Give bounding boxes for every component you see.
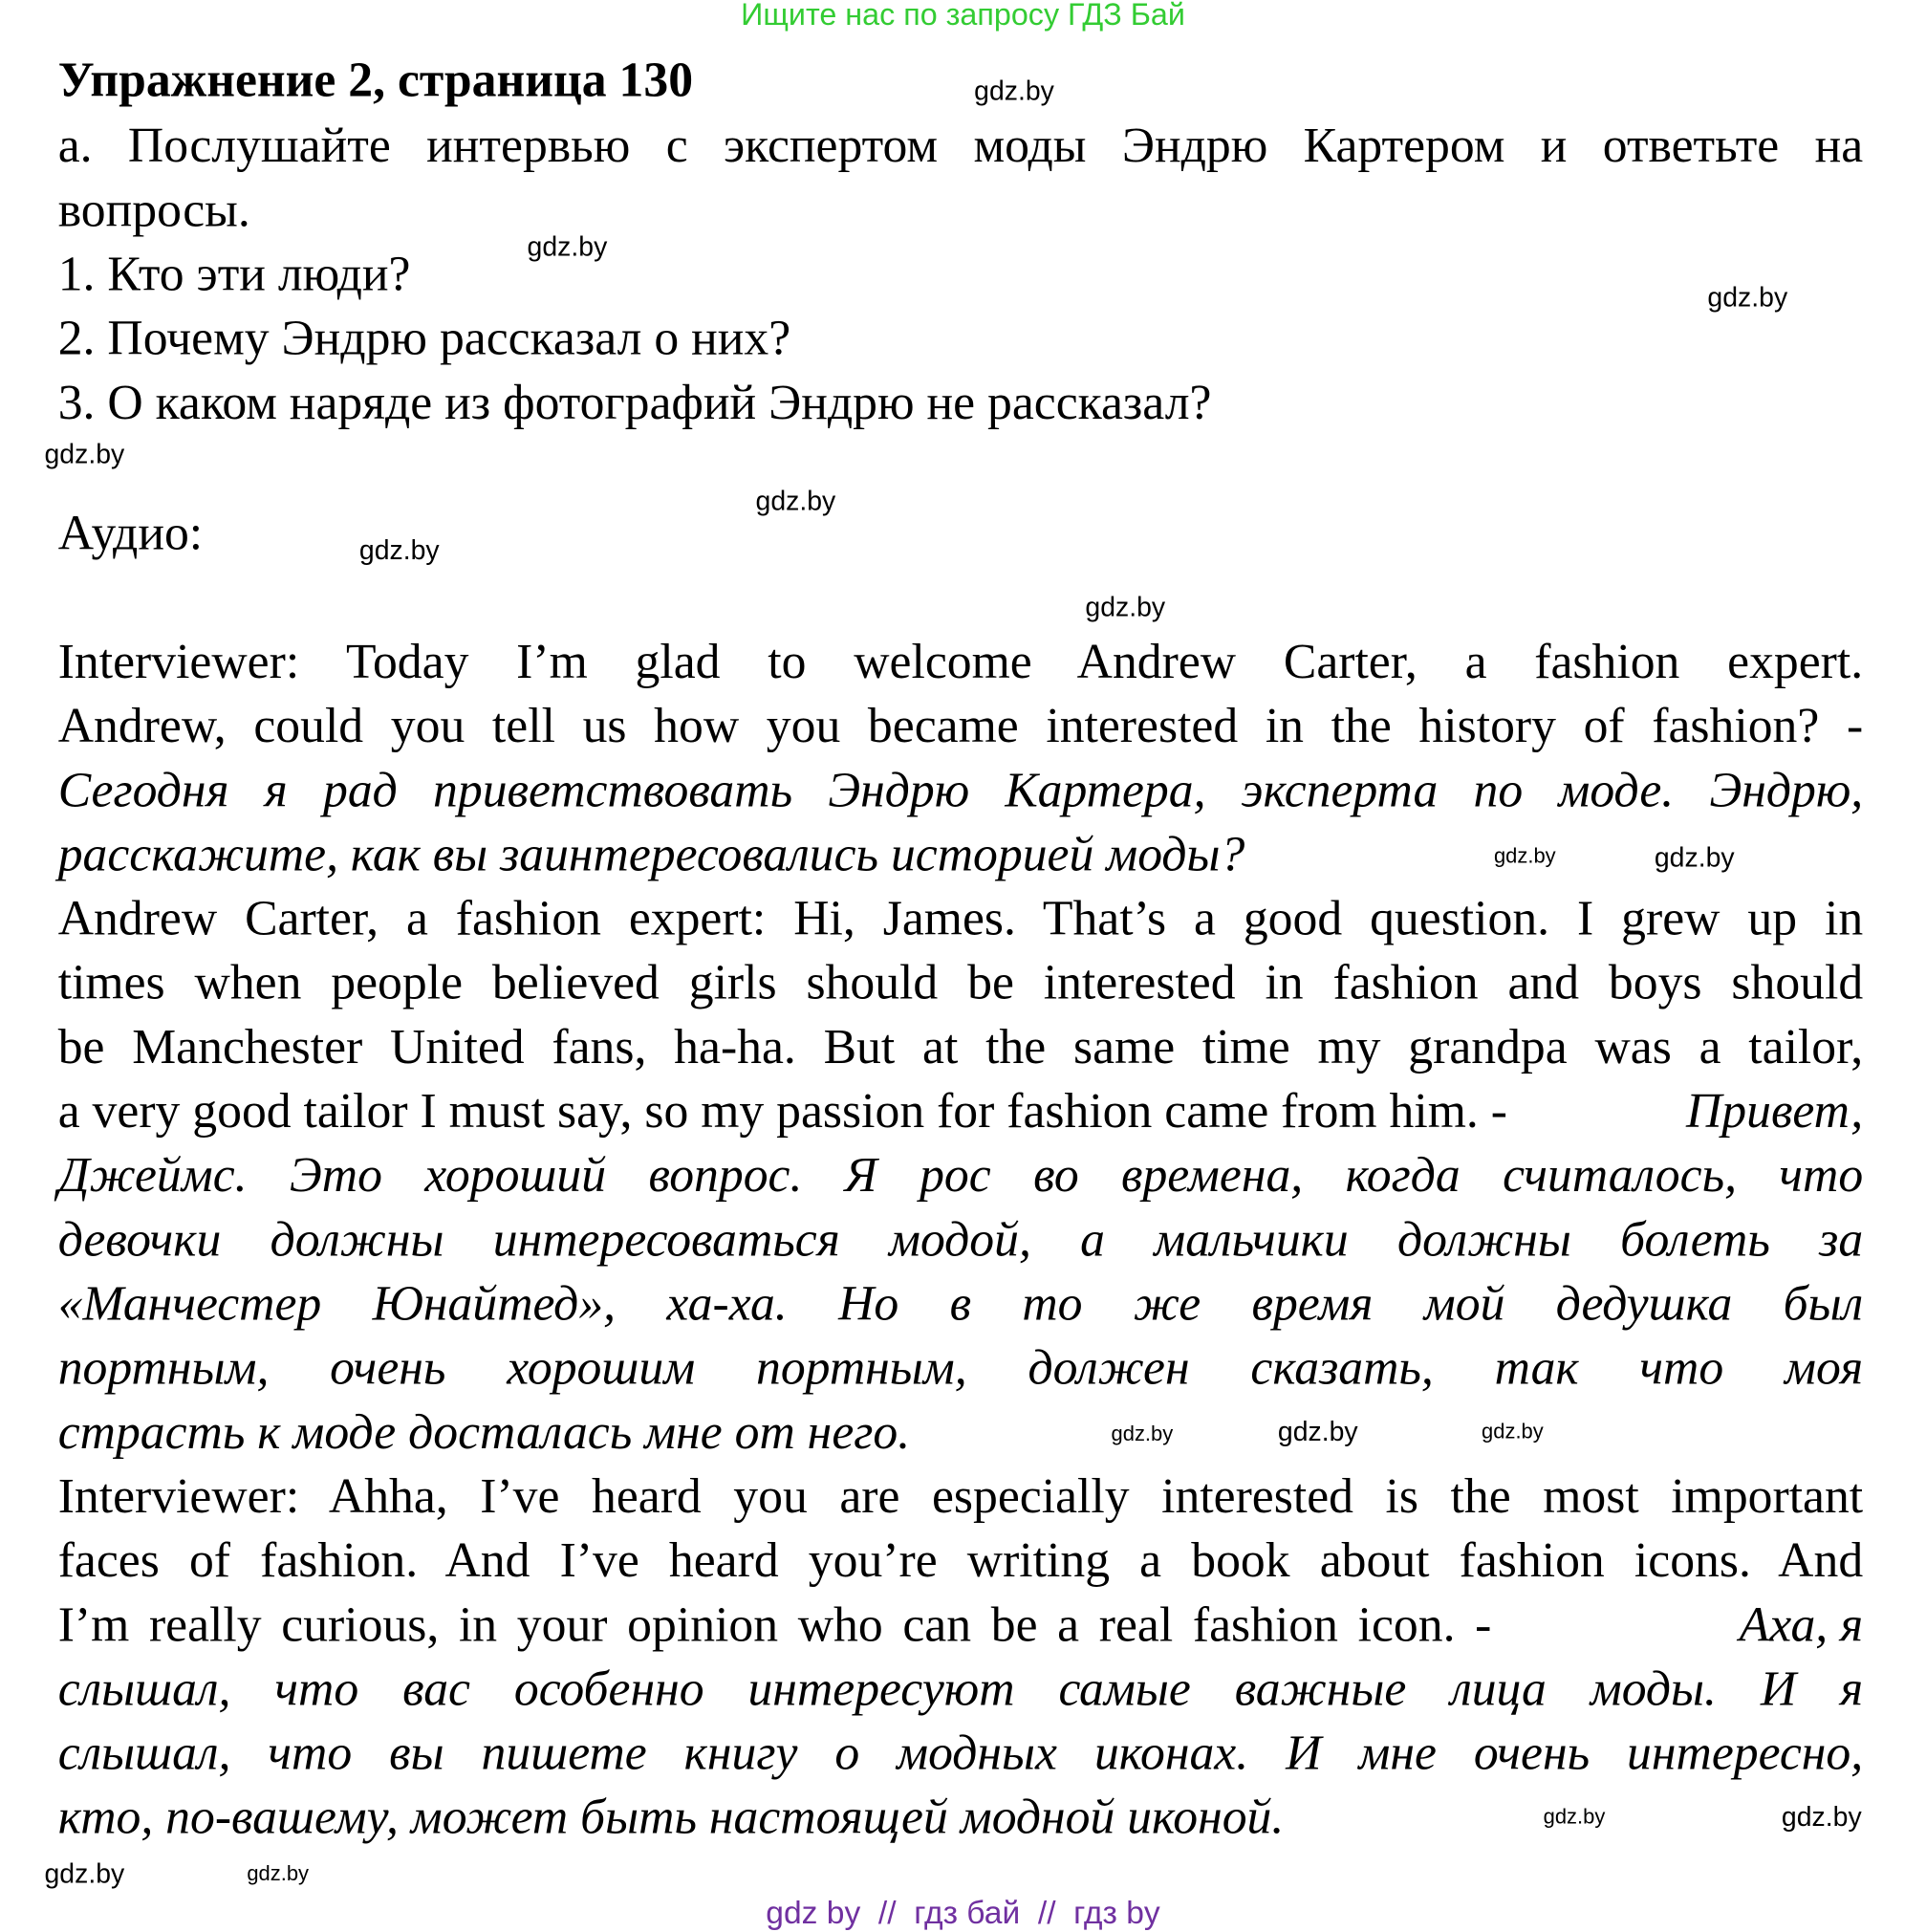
- watermark: gdz.by: [527, 230, 608, 262]
- watermark: gdz.by: [755, 485, 836, 516]
- watermark: gdz.by: [1085, 591, 1166, 622]
- watermark: gdz.by: [1111, 1422, 1174, 1446]
- watermark: gdz.by: [1277, 1416, 1358, 1447]
- transcript-line: девочки должны интересоваться модой, а мальчики должны болеть за: [57, 1210, 1864, 1267]
- transcript-line: [58, 1593, 1863, 1657]
- footer-links: [0, 1894, 1926, 1932]
- transcript-line: страсть к моде досталась мне от него.: [57, 1403, 911, 1460]
- audio-label: Аудио:: [57, 505, 204, 561]
- transcript-line: be Manchester United fans, ha-ha. But at the same time my grandpa was a tailor,: [57, 1018, 1864, 1075]
- watermark: gdz.by: [974, 75, 1054, 107]
- transcript-line: Andrew, could you tell us how you became interested in the history of fashion? -: [57, 697, 1864, 753]
- transcript-line: Джеймс. Это хороший вопрос. Я рос во времена, когда считалось, что: [57, 1146, 1864, 1203]
- watermark: gdz.by: [1493, 844, 1556, 868]
- transcript-text: I’m really curious, in your opinion who can be a real fashion icon. -: [57, 1596, 1492, 1652]
- transcript-line: faces of fashion. And I’ve heard you’re writing a book about fashion icons. And: [57, 1531, 1864, 1588]
- footer-text: gdz by // гдз бай // гдз by: [766, 1894, 1160, 1931]
- transcript-translation: Привет,: [1685, 1082, 1864, 1139]
- watermark: gdz.by: [1654, 841, 1735, 874]
- watermark: gdz.by: [358, 534, 440, 566]
- search-banner: Ищите нас по запросу ГДЗ Бай: [741, 0, 1185, 33]
- watermark: gdz.by: [44, 1857, 125, 1889]
- task-line: вопросы.: [57, 181, 250, 237]
- task-line: а. Послушайте интервью с экспертом моды Эндрю Картером и ответьте на: [57, 117, 1864, 173]
- transcript-line: «Манчестер Юнайтед», ха-ха. Но в то же время мой дедушка был: [57, 1275, 1864, 1332]
- watermark: gdz.by: [1543, 1805, 1606, 1829]
- question: 2. Почему Эндрю рассказал о них?: [57, 310, 791, 366]
- watermark: gdz.by: [1707, 281, 1788, 313]
- transcript-line: Andrew Carter, a fashion expert: Hi, James. That’s a good question. I grew up in: [57, 890, 1864, 946]
- question: 1. Кто эти люди?: [57, 245, 411, 302]
- transcript-line: times when people believed girls should be interested in fashion and boys should: [57, 954, 1864, 1010]
- transcript-line: Interviewer: Today I’m glad to welcome Andrew Carter, a fashion expert.: [57, 633, 1864, 689]
- transcript-line: Сегодня я рад приветствовать Эндрю Картера, эксперта по моде. Эндрю,: [57, 761, 1864, 817]
- transcript-line: расскажите, как вы заинтересовались историей моды?: [57, 825, 1245, 882]
- transcript-line: слышал, что вас особенно интересуют самые важные лица моды. И я: [57, 1660, 1864, 1717]
- transcript-text: a very good tailor I must say, so my passion for fashion came from him. -: [57, 1082, 1507, 1139]
- transcript-line: кто, по-вашему, может быть настоящей модной иконой.: [57, 1789, 1285, 1845]
- question: 3. О каком наряде из фотографий Эндрю не рассказал?: [57, 374, 1212, 430]
- transcript-line: [58, 1079, 1863, 1143]
- transcript-line: портным, очень хорошим портным, должен сказать, так что моя: [57, 1339, 1864, 1396]
- transcript-translation: Аха, я: [1739, 1596, 1864, 1652]
- watermark: gdz.by: [1482, 1420, 1544, 1444]
- page-title: Упражнение 2, страница 130: [57, 52, 694, 108]
- transcript-line: Interviewer: Ahha, I’ve heard you are especially interested is the most important: [57, 1467, 1864, 1524]
- watermark: gdz.by: [247, 1861, 310, 1885]
- watermark: gdz.by: [44, 438, 125, 469]
- watermark: gdz.by: [1781, 1801, 1862, 1833]
- transcript-line: слышал, что вы пишете книгу о модных иконах. И мне очень интересно,: [57, 1725, 1864, 1781]
